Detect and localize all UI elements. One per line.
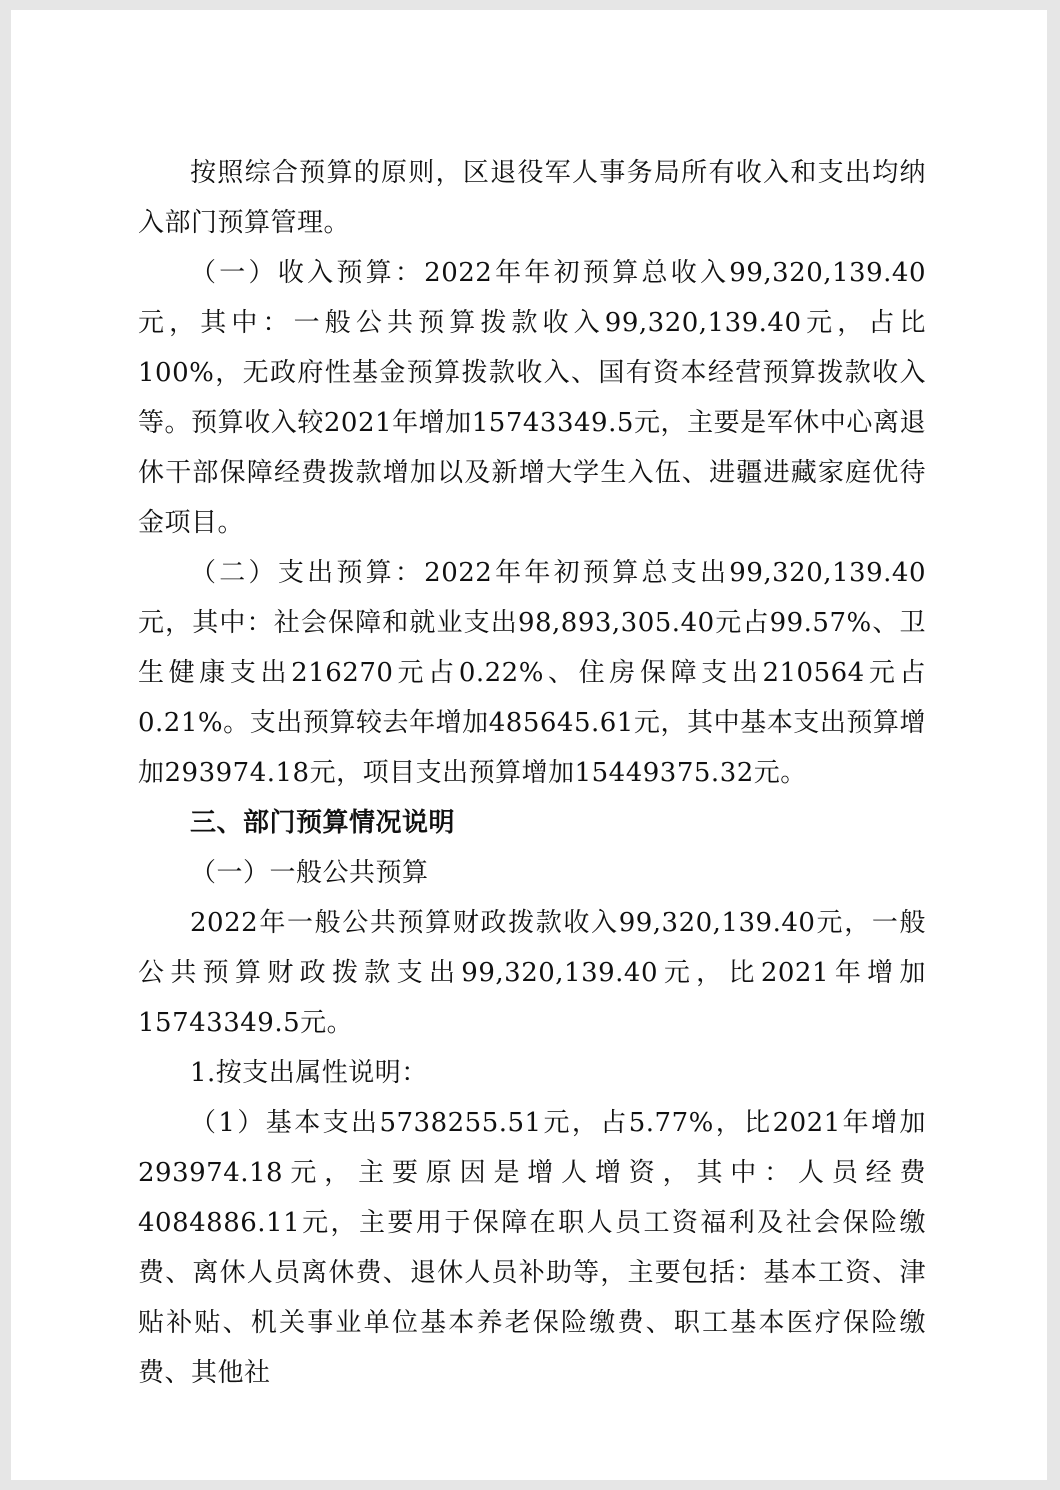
subsection-heading-general-public-budget: （一）一般公共预算 xyxy=(190,858,429,888)
paragraph-expenditure-budget: （二）支出预算：2022年年初预算总支出99,320,139.40元，其中：社会保障和就业支出98,893,305.40元占99.57%、卫生健康支出216270元占0.22%、住房保障支出210564元占0.21%。支出预算较去年增加485645.61元，其中基本支出预算增加293974.18元，项目支出预算增加15449375.32元。 xyxy=(138,558,926,788)
paragraph-income-budget: （一）收入预算：2022年年初预算总收入99,320,139.40元，其中：一般公共预算拨款收入99,320,139.40元，占比100%，无政府性基金预算拨款收入、国有资本经营预算拨款收入等。预算收入较2021年增加15743349.5元，主要是军休中心离退休干部保障经费拨款增加以及新增大学生入伍、进疆进藏家庭优待金项目。 xyxy=(138,258,926,538)
paragraph-by-expenditure-attribute: 1.按支出属性说明： xyxy=(190,1058,428,1088)
section-heading-budget-explanation: 三、部门预算情况说明 xyxy=(190,808,456,838)
document-page xyxy=(11,10,1047,1480)
paragraph-budget-principle: 按照综合预算的原则，区退役军人事务局所有收入和支出均纳入部门预算管理。 xyxy=(138,158,926,238)
paragraph-general-public-budget: 2022年一般公共预算财政拨款收入99,320,139.40元，一般公共预算财政拨款支出99,320,139.40元，比2021年增加15743349.5元。 xyxy=(138,908,926,1038)
document-body xyxy=(138,148,926,1398)
paragraph-basic-expenditure: （1）基本支出5738255.51元，占5.77%，比2021年增加293974.18元，主要原因是增人增资，其中：人员经费4084886.11元，主要用于保障在职人员工资福利及社会保险缴费、离休人员离休费、退休人员补助等，主要包括：基本工资、津贴补贴、机关事业单位基本养老保险缴费、职工基本医疗保险缴费、其他社 xyxy=(138,1108,926,1388)
